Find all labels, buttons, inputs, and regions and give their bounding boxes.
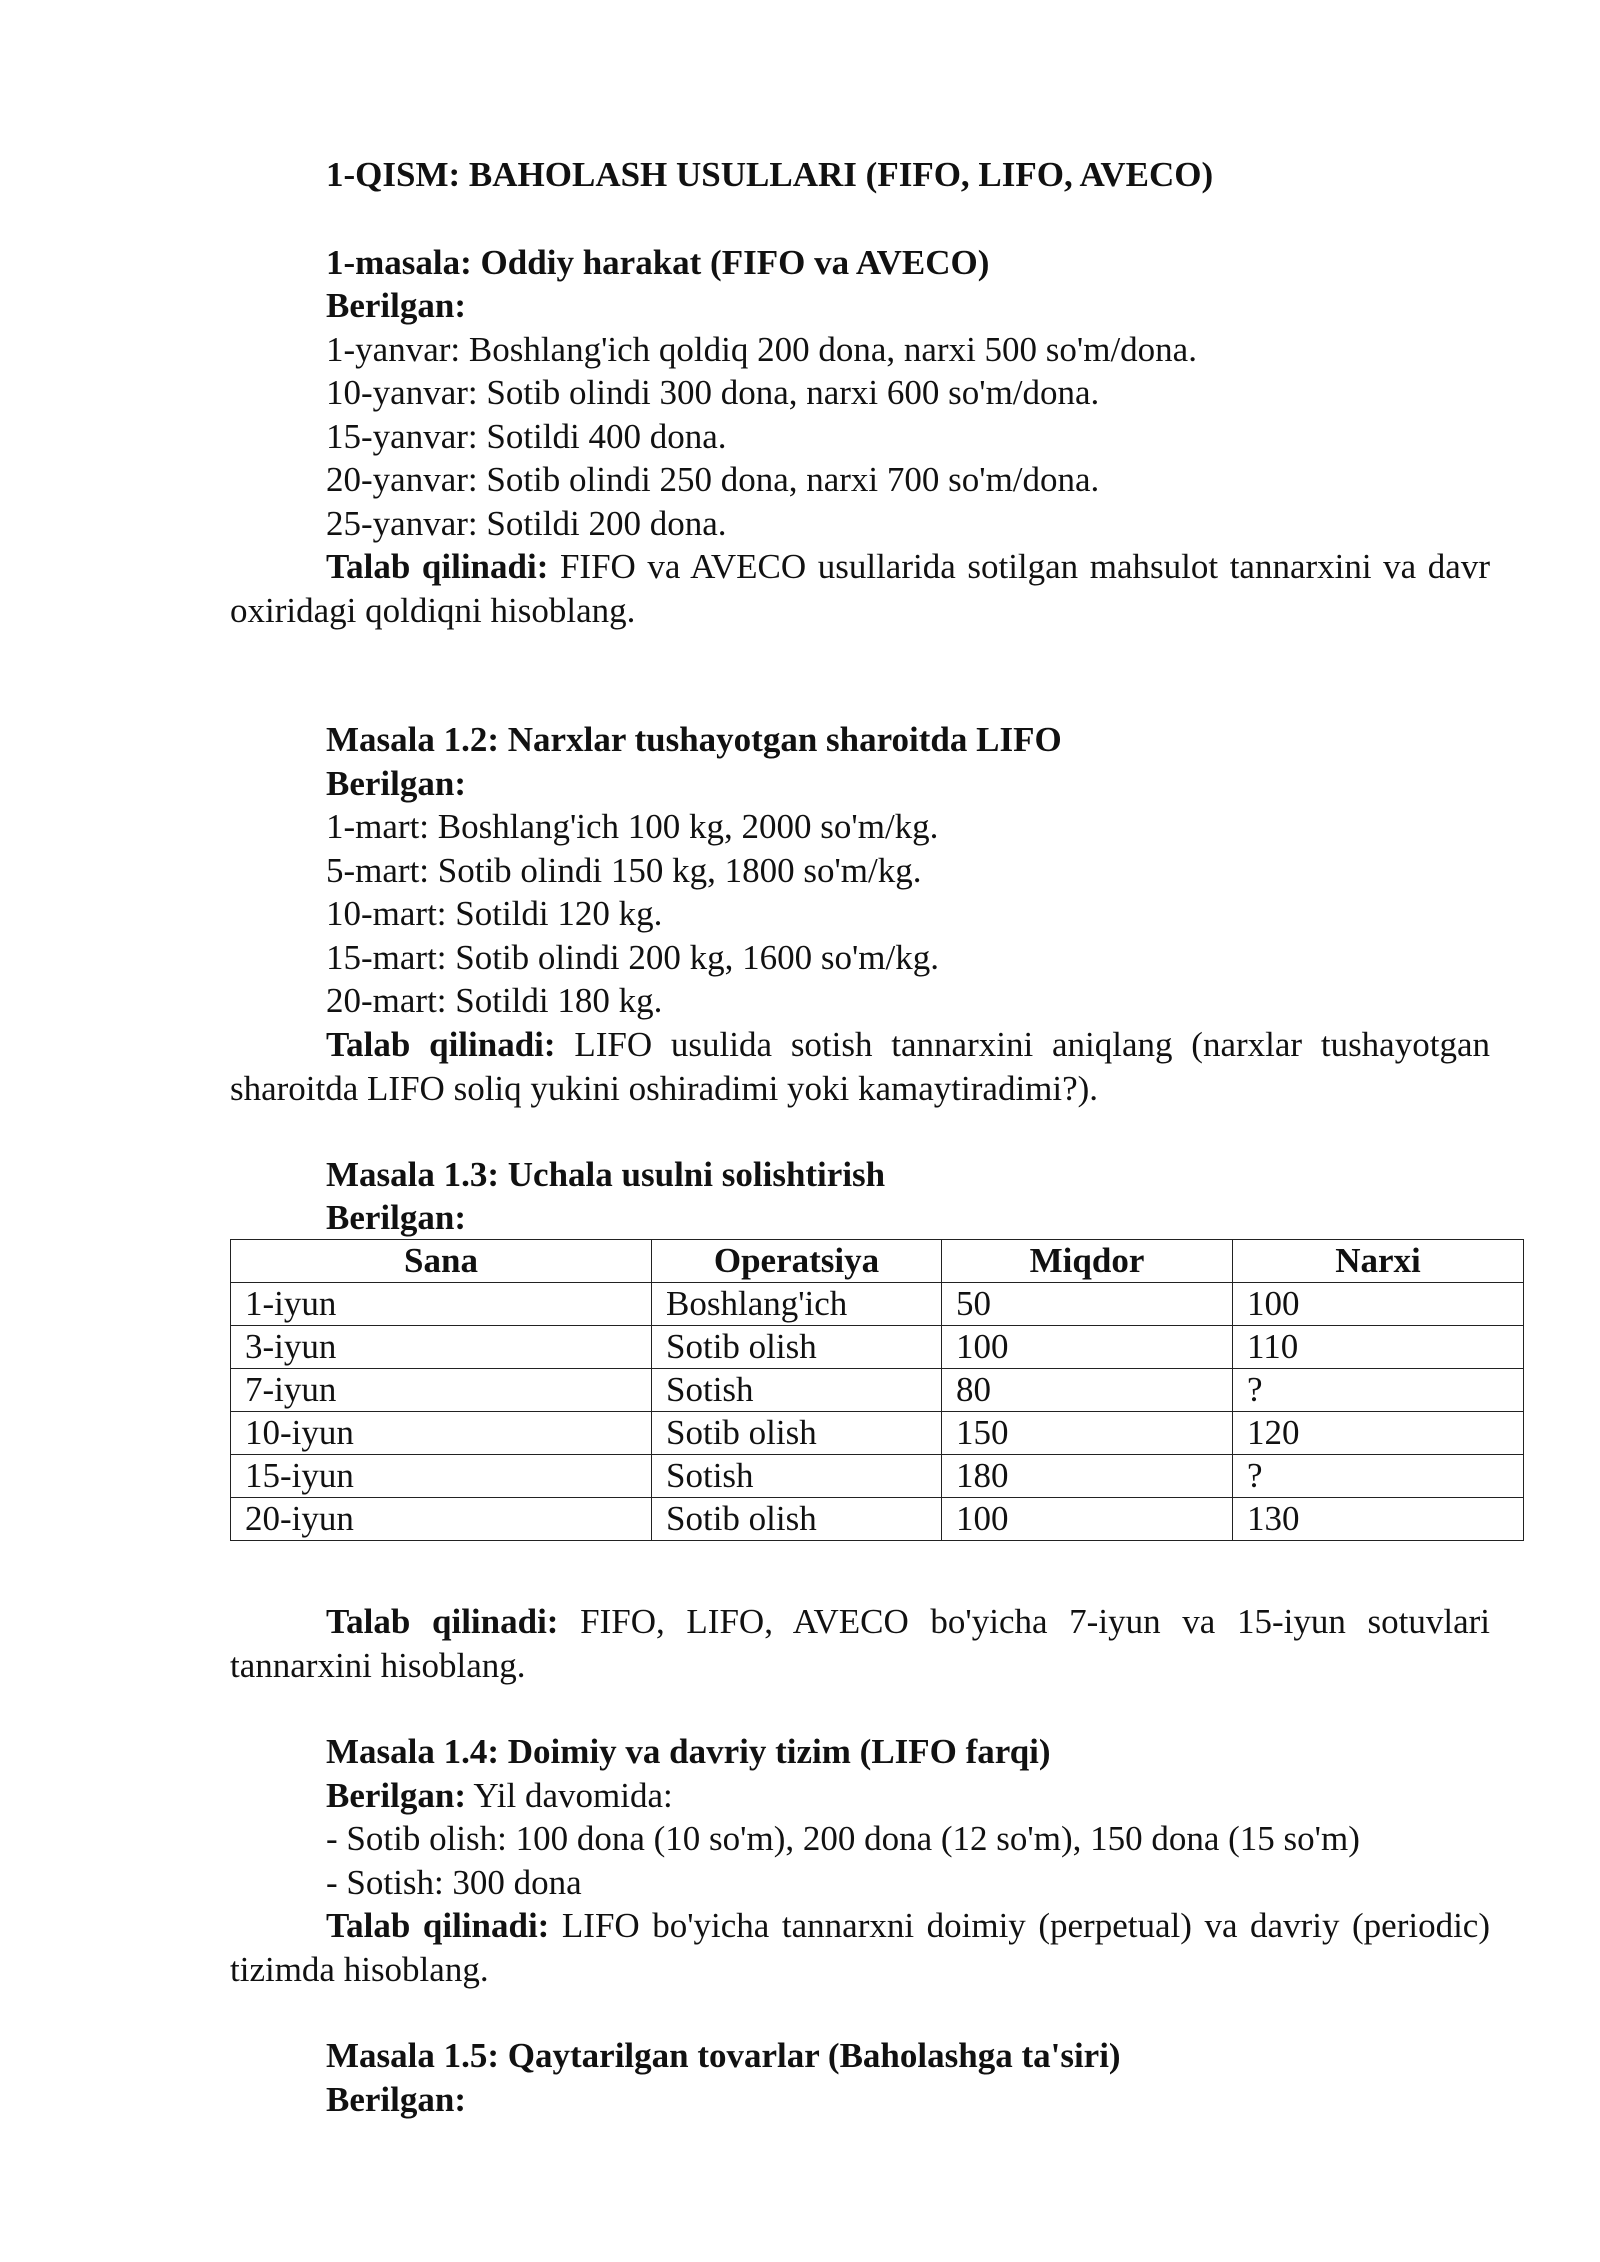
table-cell: Sotish	[652, 1369, 942, 1412]
part-title: 1-QISM: BAHOLASH USULLARI (FIFO, LIFO, AVECO)	[326, 155, 1214, 194]
table-cell: 10-iyun	[231, 1412, 652, 1455]
given-text: Yil davomida:	[465, 1776, 673, 1815]
table-cell: 100	[1233, 1283, 1524, 1326]
table-cell: 110	[1233, 1326, 1524, 1369]
column-header: Narxi	[1233, 1240, 1524, 1283]
requirement-text: LIFO usulida sotish tannarxini aniqlang (narxlar tushayotgan sharoitda LIFO soliq yukini oshiradimi yoki kamaytiradimi?).	[230, 1025, 1490, 1108]
table-cell: 15-iyun	[231, 1455, 652, 1498]
problem-1-line: 1-yanvar: Boshlang'ich qoldiq 200 dona, narxi 500 so'm/dona.	[326, 330, 1197, 369]
table-row	[231, 1369, 1524, 1412]
column-header: Sana	[231, 1240, 652, 1283]
problem-2-line: 5-mart: Sotib olindi 150 kg, 1800 so'm/kg.	[326, 851, 922, 890]
requirement-label: Talab qilinadi:	[326, 1025, 556, 1064]
requirement-text: LIFO bo'yicha tannarxni doimiy (perpetual) va davriy (periodic) tizimda hisoblang.	[230, 1906, 1491, 1989]
table-cell: 100	[942, 1498, 1233, 1541]
problem-5-given-label: Berilgan:	[326, 2080, 466, 2119]
table-cell: Sotish	[652, 1455, 942, 1498]
table-cell: Sotib olish	[652, 1412, 942, 1455]
problem-2-line: 20-mart: Sotildi 180 kg.	[326, 981, 663, 1020]
problem-2-line: 15-mart: Sotib olindi 200 kg, 1600 so'm/kg.	[326, 938, 939, 977]
table-cell: 180	[942, 1455, 1233, 1498]
requirement-text: FIFO, LIFO, AVECO bo'yicha 7-iyun va 15-iyun sotuvlari tannarxini hisoblang.	[230, 1602, 1490, 1685]
table-cell: 120	[1233, 1412, 1524, 1455]
table-cell: 7-iyun	[231, 1369, 652, 1412]
table-cell: 50	[942, 1283, 1233, 1326]
table-cell: 80	[942, 1369, 1233, 1412]
table-cell: 1-iyun	[231, 1283, 652, 1326]
problem-1-line: 15-yanvar: Sotildi 400 dona.	[326, 417, 727, 456]
table-cell: Boshlang'ich	[652, 1283, 942, 1326]
requirement-label: Talab qilinadi:	[326, 1906, 550, 1945]
problem-4-requirement	[230, 1904, 1490, 1991]
table-cell: Sotib olish	[652, 1498, 942, 1541]
problem-4-title: Masala 1.4: Doimiy va davriy tizim (LIFO farqi)	[326, 1732, 1051, 1771]
table-row	[231, 1412, 1524, 1455]
requirement-label: Talab qilinadi:	[326, 1602, 559, 1641]
problem-3-given-label: Berilgan:	[326, 1198, 466, 1237]
table-row	[231, 1283, 1524, 1326]
table-cell: 130	[1233, 1498, 1524, 1541]
table-cell: ?	[1233, 1369, 1524, 1412]
transactions-table	[230, 1239, 1524, 1541]
problem-2-requirement	[230, 1023, 1490, 1110]
table-row	[231, 1498, 1524, 1541]
problem-2-line: 10-mart: Sotildi 120 kg.	[326, 894, 663, 933]
problem-2-given-label: Berilgan:	[326, 764, 466, 803]
problem-3-requirement	[230, 1600, 1490, 1687]
table-cell: 100	[942, 1326, 1233, 1369]
problem-2-title: Masala 1.2: Narxlar tushayotgan sharoitda LIFO	[326, 720, 1062, 759]
problem-5-title: Masala 1.5: Qaytarilgan tovarlar (Baholashga ta'siri)	[326, 2036, 1121, 2075]
table-header-row	[231, 1240, 1524, 1283]
requirement-text: FIFO va AVECO usullarida sotilgan mahsulot tannarxini va davr oxiridagi qoldiqni hisoblang.	[230, 547, 1490, 630]
problem-3-title: Masala 1.3: Uchala usulni solishtirish	[326, 1155, 886, 1194]
given-label: Berilgan:	[326, 1776, 466, 1815]
problem-1-given-label: Berilgan:	[326, 286, 466, 325]
problem-1-line: 25-yanvar: Sotildi 200 dona.	[326, 504, 727, 543]
problem-4-line: - Sotish: 300 dona	[326, 1863, 582, 1902]
problem-4-given	[326, 1774, 673, 1818]
column-header: Operatsiya	[652, 1240, 942, 1283]
table-cell: 20-iyun	[231, 1498, 652, 1541]
table-cell: ?	[1233, 1455, 1524, 1498]
requirement-label: Talab qilinadi:	[326, 547, 549, 586]
problem-1-line: 20-yanvar: Sotib olindi 250 dona, narxi 700 so'm/dona.	[326, 460, 1100, 499]
column-header: Miqdor	[942, 1240, 1233, 1283]
problem-2-line: 1-mart: Boshlang'ich 100 kg, 2000 so'm/kg.	[326, 807, 939, 846]
table-cell: 150	[942, 1412, 1233, 1455]
table-row	[231, 1455, 1524, 1498]
problem-1-requirement	[230, 545, 1490, 632]
problem-4-line: - Sotib olish: 100 dona (10 so'm), 200 dona (12 so'm), 150 dona (15 so'm)	[326, 1819, 1360, 1858]
table-cell: Sotib olish	[652, 1326, 942, 1369]
table-cell: 3-iyun	[231, 1326, 652, 1369]
problem-1-line: 10-yanvar: Sotib olindi 300 dona, narxi 600 so'm/dona.	[326, 373, 1100, 412]
table-row	[231, 1326, 1524, 1369]
problem-1-title: 1-masala: Oddiy harakat (FIFO va AVECO)	[326, 243, 990, 282]
